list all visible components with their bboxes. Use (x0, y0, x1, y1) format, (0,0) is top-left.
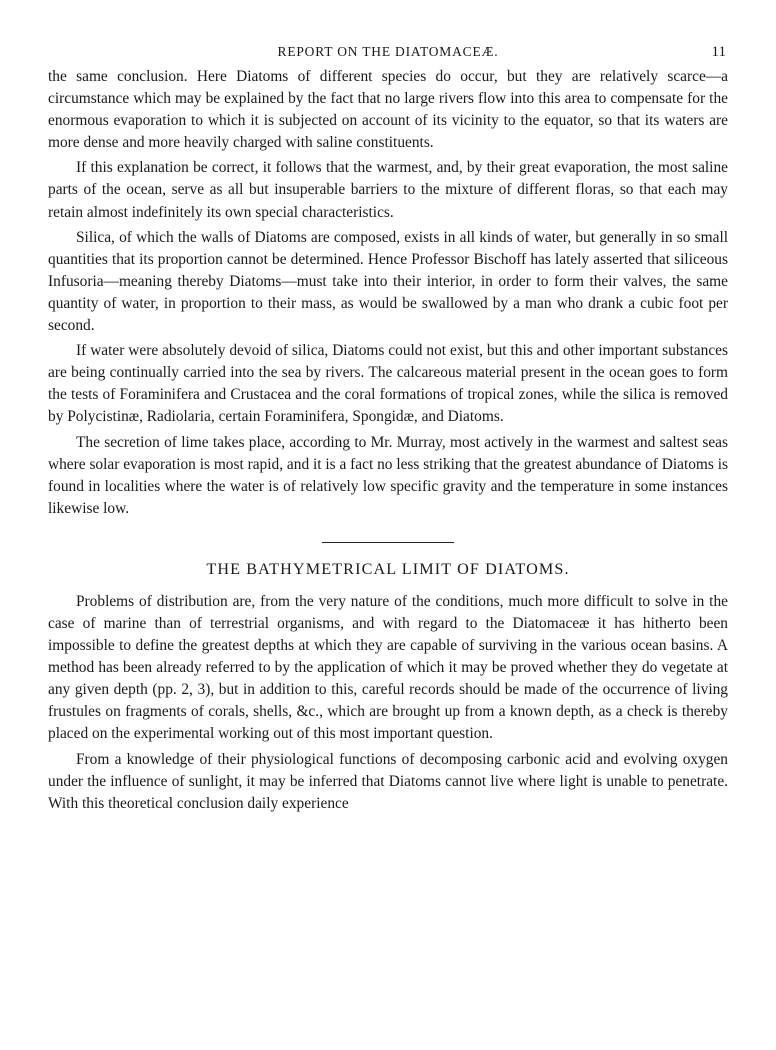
paragraph: If this explanation be correct, it follows that the warmest, and, by their great evaporation, the most saline parts of the ocean, serve as all but insuperable barriers to the mixture of different floras, so that each may retain almost indefinitely its own special characteristics. (48, 159, 728, 221)
body-text-section (48, 591, 728, 815)
paragraph: the same conclusion. Here Diatoms of different species do occur, but they are relatively scarce—a circumstance which may be explained by the fact that no large rivers flow into this area to compensate for the enormous evaporation to which it is subjected on account of its vicinity to the equator, so that its waters are more dense and more heavily charged with saline constituents. (48, 68, 728, 152)
paragraph: From a knowledge of their physiological functions of decomposing carbonic acid and evolving oxygen under the influence of sunlight, it may be inferred that Diatoms cannot live where light is unable to penetrate. With this theoretical conclusion daily experience (48, 750, 728, 812)
running-title: REPORT ON THE DIATOMACEÆ. (277, 44, 499, 59)
section-heading: THE BATHYMETRICAL LIMIT OF DIATOMS. (206, 559, 570, 578)
paragraph: Silica, of which the walls of Diatoms are composed, exists in all kinds of water, but generally in so small quantities that its proportion cannot be determined. Hence Professor Bischoff has lately asserted that siliceous Infusoria—meaning thereby Diatoms—must take into their interior, in order to form their valves, the same quantity of water, in proportion to their mass, as would be swallowed by a man who drank a cubic foot per second. (48, 228, 728, 335)
paragraph: Problems of distribution are, from the very nature of the conditions, much more difficult to solve in the case of marine than of terrestrial organisms, and with regard to the Diatomaceæ it has hitherto been impossible to define the greatest depths at which they are capable of surviving in the various ocean basins. A method has been already referred to by the application of which it may be proved whether they do vegetate at any given depth (pp. 2, 3), but in addition to this, careful records should be made of the occurrence of living frustules on fragments of corals, shells, &c., which are brought up from a known depth, as a check is thereby placed on the experimental working out of this most important question. (48, 592, 728, 743)
page-number: 11 (711, 44, 726, 60)
page (48, 44, 728, 815)
paragraph: The secretion of lime takes place, according to Mr. Murray, most actively in the warmest and saltest seas where solar evaporation is most rapid, and it is a fact no less striking that the greatest abundance of Diatoms is found in localities where the water is of relatively low specific gravity and the temperature in some instances likewise low. (48, 433, 728, 517)
paragraph: If water were absolutely devoid of silica, Diatoms could not exist, but this and other important substances are being continually carried into the sea by rivers. The calcareous material present in the ocean goes to form the tests of Foraminifera and Crustacea and the coral formations of tropical zones, while the silica is removed by Polycistinæ, Radiolaria, certain Foraminifera, Spongidæ, and Diatoms. (48, 342, 728, 426)
body-text-top (48, 66, 728, 520)
section-divider-rule (322, 542, 454, 543)
running-header (48, 44, 728, 66)
